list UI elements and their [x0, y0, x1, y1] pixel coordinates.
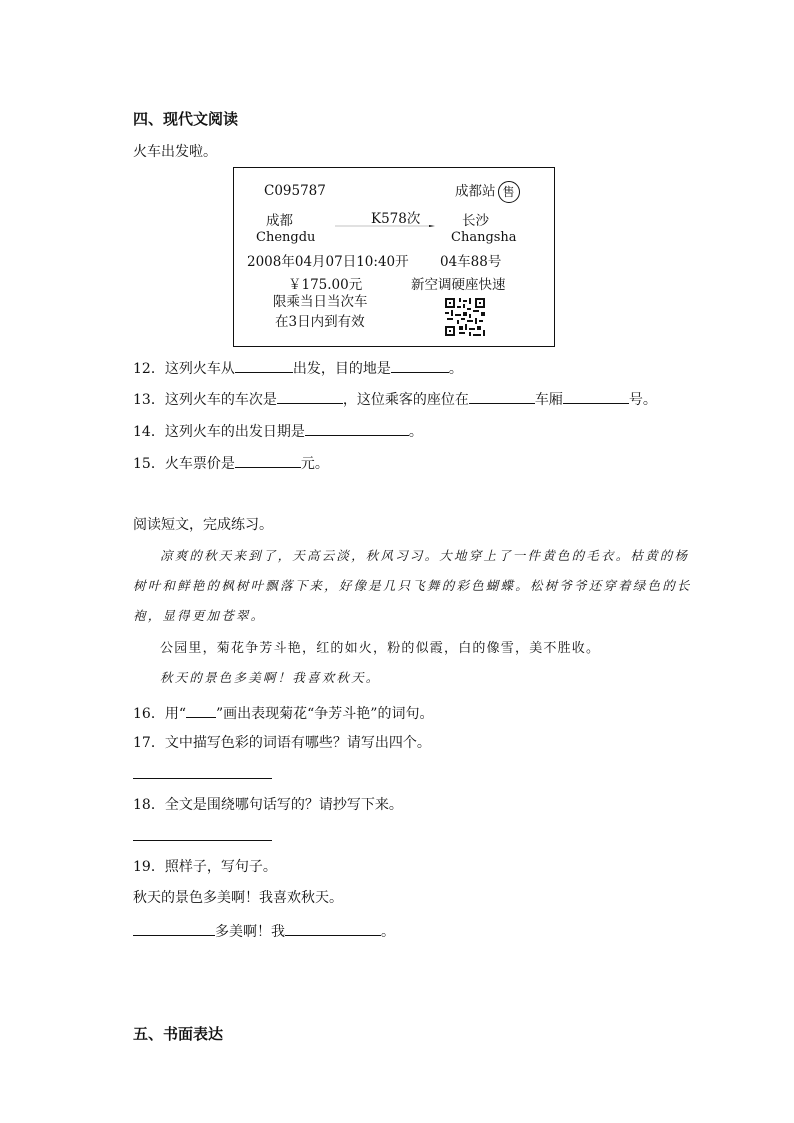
question-16-text-a: 16．用“	[133, 706, 186, 722]
question-13-text-d: 号。	[628, 392, 657, 408]
question-12-text-c: 。	[448, 361, 463, 377]
question-19-example: 秋天的景色多美啊！我喜欢秋天。	[133, 890, 343, 906]
question-15	[133, 453, 329, 473]
answer-blank[interactable]	[235, 453, 301, 468]
section-intro: 火车出发啦。	[133, 144, 217, 160]
question-13-text-a: 13．这列火车的车次是	[133, 392, 277, 408]
section-heading: 四、现代文阅读	[133, 110, 239, 128]
ticket-note-2: 在3日内到有效	[275, 314, 365, 330]
question-15-text-a: 15．火车票价是	[133, 456, 235, 472]
ticket-from-en: Chengdu	[256, 230, 316, 245]
ticket-to-cn: 长沙	[462, 213, 489, 229]
answer-blank[interactable]	[391, 358, 449, 373]
question-18: 18．全文是围绕哪句话写的？请抄写下来。	[133, 797, 403, 813]
question-15-text-b: 元。	[300, 456, 329, 472]
passage-line: 袍，显得更加苍翠。	[133, 608, 266, 623]
qr-code-icon	[445, 298, 485, 336]
answer-blank[interactable]	[285, 921, 381, 936]
question-14-text-a: 14．这列火车的出发日期是	[133, 424, 305, 440]
question-12-text-b: 出发，目的地是	[292, 361, 391, 377]
ticket-to-en: Changsha	[451, 230, 517, 245]
question-19-fill-text-a: 多美啊！我	[215, 924, 285, 940]
question-13-text-c: 车厢	[534, 392, 563, 408]
passage-intro: 阅读短文，完成练习。	[133, 517, 273, 533]
ticket-station	[455, 181, 520, 203]
answer-blank[interactable]	[133, 921, 215, 936]
answer-blank[interactable]	[277, 389, 343, 404]
ticket-datetime: 2008年04月07日10:40开	[247, 254, 409, 270]
question-13-text-b: ，这位乘客的座位在	[342, 392, 469, 408]
question-12-text-a: 12．这列火车从	[133, 361, 235, 377]
passage-line: 树叶和鲜艳的枫树叶飘落下来，好像是几只飞舞的彩色蝴蝶。松树爷爷还穿着绿色的长	[133, 578, 692, 593]
answer-blank[interactable]	[235, 358, 293, 373]
ticket-from-cn: 成都	[266, 213, 293, 229]
answer-blank[interactable]	[563, 389, 629, 404]
ticket-type: 新空调硬座快速	[411, 277, 506, 293]
question-19-fill-text-b: 。	[381, 924, 395, 940]
ticket-stamp: 售	[498, 181, 520, 203]
answer-blank[interactable]	[469, 389, 535, 404]
answer-line[interactable]	[133, 778, 272, 779]
ticket-serial: C095787	[264, 183, 326, 199]
answer-blank[interactable]	[305, 421, 409, 436]
question-12	[133, 358, 463, 378]
ticket-seat: 04车88号	[440, 254, 502, 270]
ticket-arrow	[335, 225, 435, 227]
question-19: 19．照样子，写句子。	[133, 859, 277, 875]
ticket-note-1: 限乘当日当次车	[273, 294, 368, 310]
question-13	[133, 389, 657, 409]
ticket-train-no: K578次	[371, 211, 421, 227]
question-16-text-b: ”画出表现菊花“争芳斗艳”的词句。	[215, 706, 434, 722]
passage-line: 秋天的景色多美啊！我喜欢秋天。	[160, 670, 381, 685]
question-14-text-b: 。	[408, 424, 423, 440]
underline-sample	[186, 703, 216, 718]
ticket-station-name: 成都站	[455, 183, 496, 200]
question-16	[133, 703, 433, 723]
question-19-fill	[133, 921, 395, 941]
question-14	[133, 421, 423, 441]
section-heading: 五、书面表达	[133, 1025, 224, 1043]
question-17: 17．文中描写色彩的词语有哪些？请写出四个。	[133, 735, 431, 751]
answer-line[interactable]	[133, 840, 272, 841]
passage-line: 凉爽的秋天来到了，天高云淡，秋风习习。大地穿上了一件黄色的毛衣。枯黄的杨	[160, 548, 690, 563]
passage-line: 公园里，菊花争芳斗艳，红的如火，粉的似霞，白的像雪，美不胜收。	[160, 641, 601, 656]
ticket-price: ￥175.00元	[288, 277, 363, 293]
